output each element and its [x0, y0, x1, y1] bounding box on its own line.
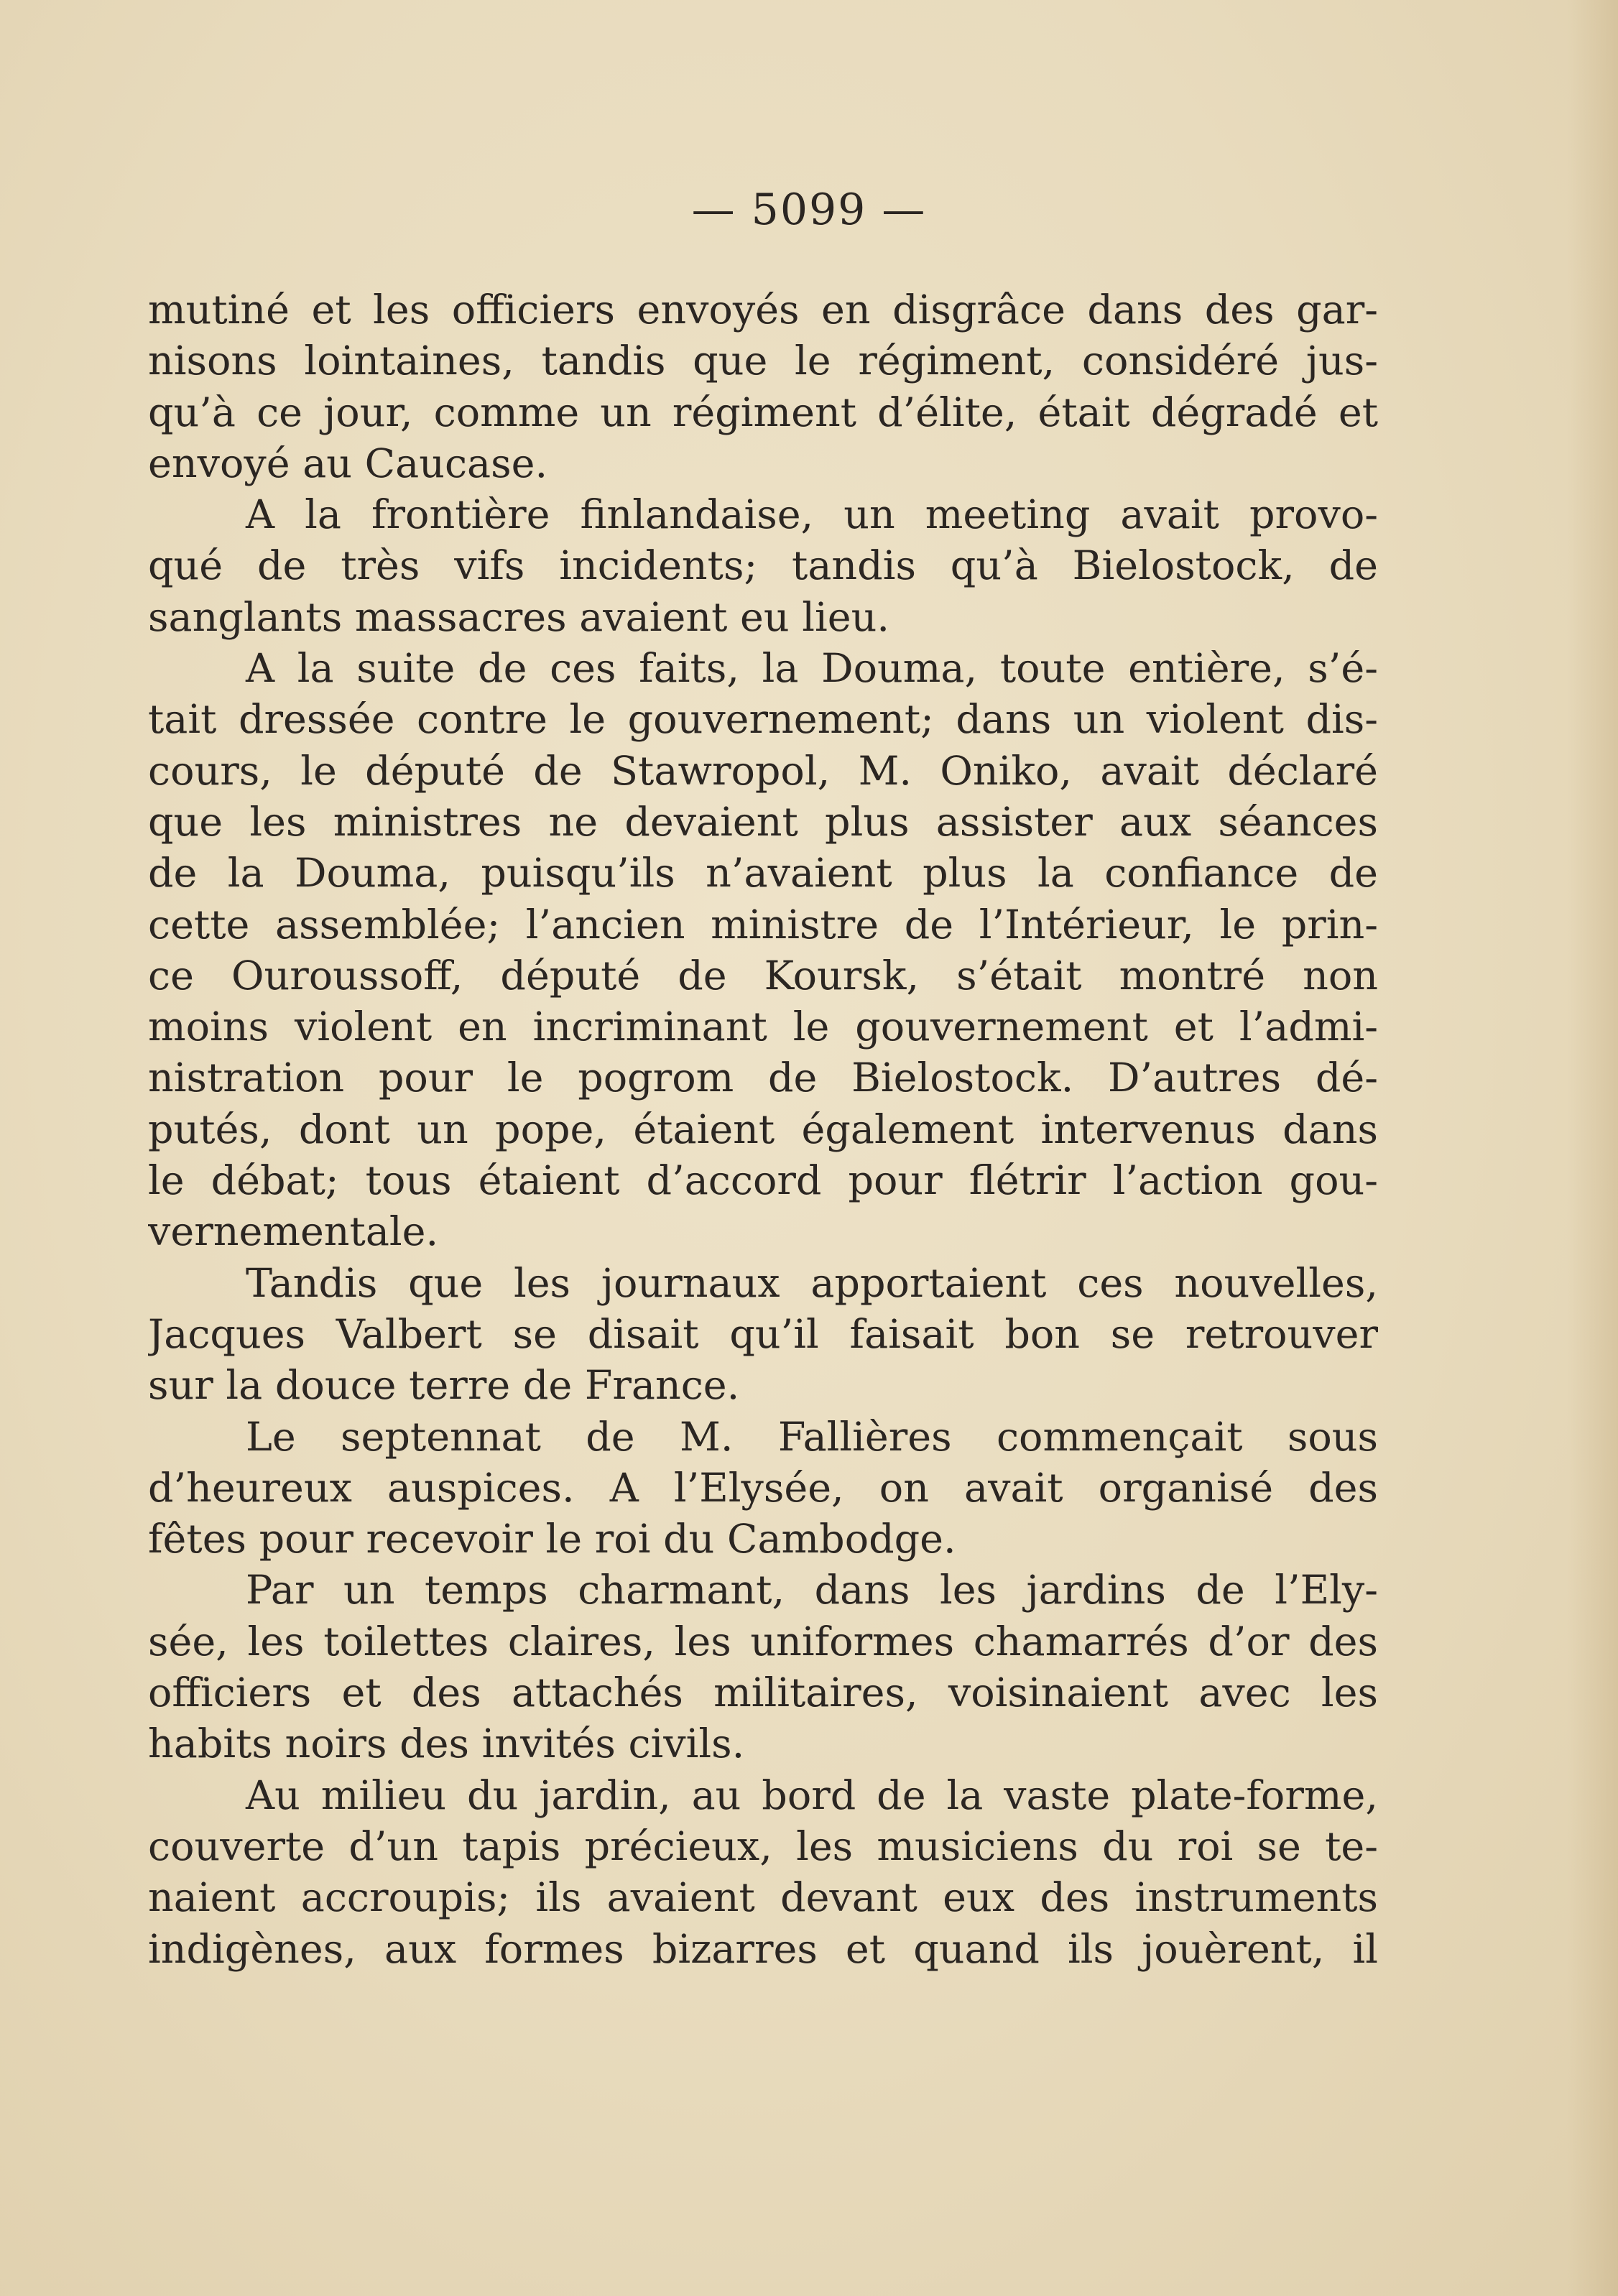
text-line: habits noirs des invités civils. — [148, 1721, 745, 1768]
text-line: moins violent en incriminant le gouvernement et l’admi- — [148, 1004, 1378, 1051]
text-line: A la suite de ces faits, la Douma, toute entière, s’é- — [246, 645, 1378, 693]
text-line: le débat; tous étaient d’accord pour flétrir l’action gou- — [148, 1157, 1378, 1205]
text-line: A la frontière finlandaise, un meeting avait provo- — [246, 491, 1378, 539]
text-line: Au milieu du jardin, au bord de la vaste plate-forme, — [246, 1772, 1378, 1819]
text-line: officiers et des attachés militaires, voisinaient avec les — [148, 1670, 1378, 1717]
text-line: Jacques Valbert se disait qu’il faisait bon se retrouver — [148, 1310, 1378, 1358]
text-line: sanglants massacres avaient eu lieu. — [148, 593, 889, 641]
text-line: qué de très vifs incidents; tandis qu’à Bielostock, de — [148, 542, 1378, 590]
text-line: d’heureux auspices. A l’Elysée, on avait organisé des — [148, 1464, 1378, 1512]
text-line: vernementale. — [148, 1208, 439, 1256]
text-line: nisons lointaines, tandis que le régiment, considéré jus- — [148, 338, 1378, 385]
text-line: indigènes, aux formes bizarres et quand ils jouèrent, il — [148, 1925, 1378, 1973]
text-line: Le septennat de M. Fallières commençait sous — [246, 1413, 1378, 1461]
text-line: sée, les toilettes claires, les uniformes chamarrés d’or des — [148, 1618, 1378, 1665]
page-number: — 5099 — — [691, 185, 927, 235]
text-line: naient accroupis; ils avaient devant eux des instruments — [148, 1874, 1378, 1922]
text-line: Par un temps charmant, dans les jardins de l’Ely- — [246, 1567, 1378, 1614]
text-line: cours, le député de Stawropol, M. Oniko, avait déclaré — [148, 747, 1378, 795]
page-edge-shadow — [1568, 0, 1618, 2296]
body-text — [148, 284, 1378, 1975]
text-line: cette assemblée; l’ancien ministre de l’Intérieur, le prin- — [148, 901, 1378, 948]
text-line: mutiné et les officiers envoyés en disgrâce dans des gar- — [148, 287, 1378, 333]
text-line: que les ministres ne devaient plus assister aux séances — [148, 798, 1378, 846]
text-line: couverte d’un tapis précieux, les musiciens du roi se te- — [148, 1823, 1378, 1870]
text-line: fêtes pour recevoir le roi du Cambodge. — [148, 1516, 956, 1563]
text-line: Tandis que les journaux apportaient ces nouvelles, — [246, 1259, 1378, 1307]
text-line: ce Ouroussoff, député de Koursk, s’était montré non — [148, 952, 1378, 999]
text-line: envoyé au Caucase. — [148, 440, 548, 487]
text-line: tait dressée contre le gouvernement; dans un violent dis- — [148, 696, 1378, 744]
text-line: de la Douma, puisqu’ils n’avaient plus la confiance de — [148, 850, 1378, 897]
text-line: nistration pour le pogrom de Bielostock. D’autres dé- — [148, 1055, 1378, 1102]
text-line: sur la douce terre de France. — [148, 1362, 740, 1409]
text-line: putés, dont un pope, étaient également intervenus dans — [148, 1106, 1378, 1153]
text-line: qu’à ce jour, comme un régiment d’élite, était dégradé et — [148, 389, 1378, 436]
